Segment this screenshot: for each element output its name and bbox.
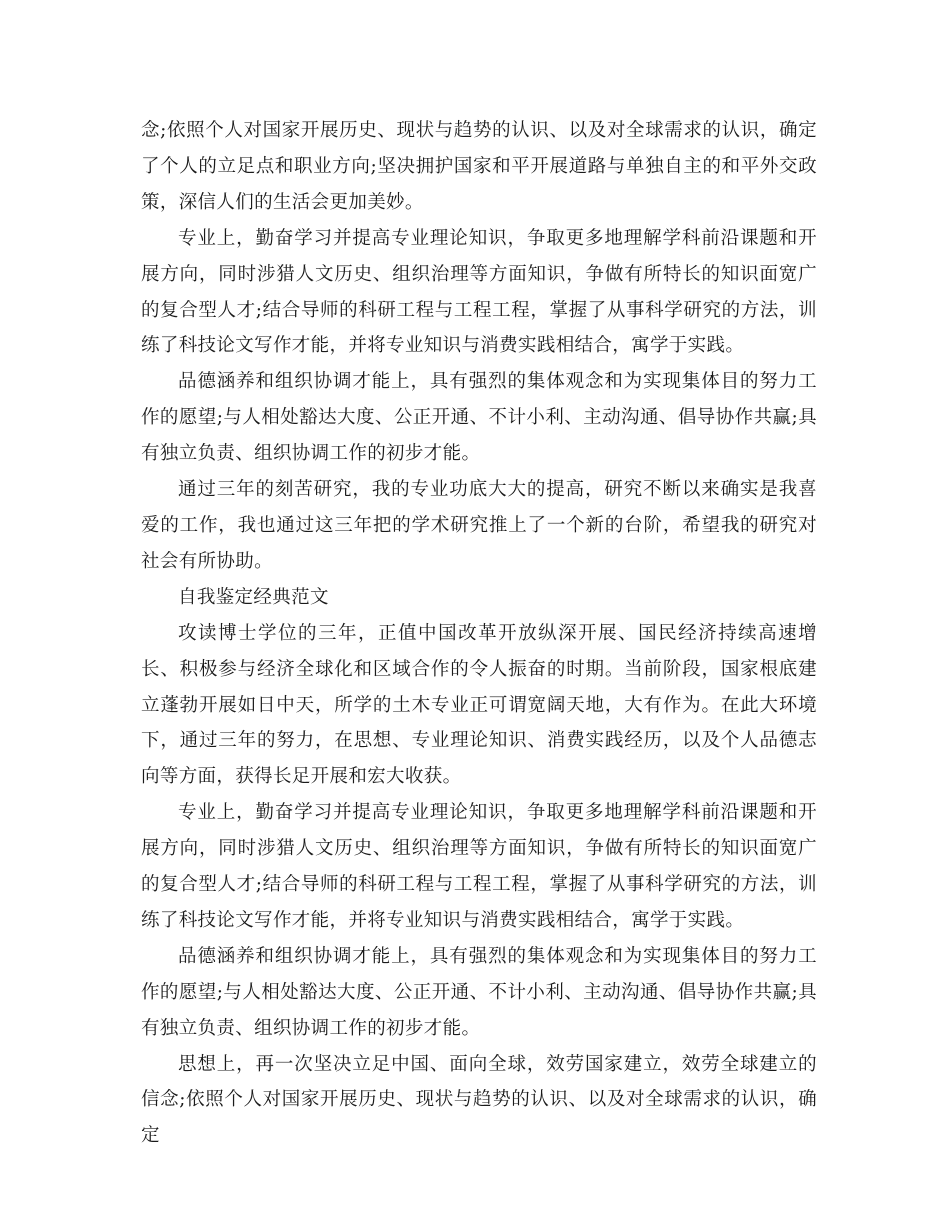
paragraph-continuation: 念;依照个人对国家开展历史、现状与趋势的认识、以及对全球需求的认识，确定了个人的立足点和职业方向;坚决拥护国家和平开展道路与单独自主的和平外交政策，深信人们的生活会更加美妙。 bbox=[141, 120, 817, 213]
paragraph-character-coordination: 品德涵养和组织协调才能上，具有强烈的集体观念和为实现集体目的努力工作的愿望;与人相处豁达大度、公正开通、不计小利、主动沟通、倡导协作共赢;具有独立负责、组织协调工作的初步才能。 bbox=[141, 371, 817, 465]
paragraph-ideology: 思想上，再一次坚决立足中国、面向全球，效劳国家建立，效劳全球建立的信念;依照个人对国家开展历史、现状与趋势的认识、以及对全球需求的认识，确定 bbox=[141, 1053, 817, 1147]
paragraph-professional-study-2: 专业上，勤奋学习并提高专业理论知识，争取更多地理解学科前沿课题和开展方向，同时涉猎人文历史、组织治理等方面知识，争做有所特长的知识面宽广的复合型人才;结合导师的科研工程与工程工程，掌握了从事科学研究的方法，训练了科技论文写作才能，并将专业知识与消费实践相结合，寓学于实践。 bbox=[141, 802, 817, 931]
section-heading: 自我鉴定经典范文 bbox=[178, 586, 329, 608]
paragraph-research-summary: 通过三年的刻苦研究，我的专业功底大大的提高，研究不断以来确实是我喜爱的工作，我也通过这三年把的学术研究推上了一个新的台阶，希望我的研究对社会有所协助。 bbox=[141, 479, 817, 572]
paragraph-professional-study: 专业上，勤奋学习并提高专业理论知识，争取更多地理解学科前沿课题和开展方向，同时涉猎人文历史、组织治理等方面知识，争做有所特长的知识面宽广的复合型人才;结合导师的科研工程与工程工程，掌握了从事科学研究的方法，训练了科技论文写作才能，并将专业知识与消费实践相结合，寓学于实践。 bbox=[141, 227, 817, 357]
document-body bbox=[141, 113, 817, 1154]
paragraph-character-coordination-2: 品德涵养和组织协调才能上，具有强烈的集体观念和为实现集体目的努力工作的愿望;与人相处豁达大度、公正开通、不计小利、主动沟通、倡导协作共赢;具有独立负责、组织协调工作的初步才能。 bbox=[141, 945, 817, 1039]
paragraph-phd-intro: 攻读博士学位的三年，正值中国改革开放纵深开展、国民经济持续高速增长、积极参与经济全球化和区域合作的令人振奋的时期。当前阶段，国家根底建立蓬勃开展如日中天，所学的土木专业正可谓宽阔天地，大有作为。在此大环境下，通过三年的努力，在思想、专业理论知识、消费实践经历，以及个人品德志向等方面，获得长足开展和宏大收获。 bbox=[141, 622, 817, 788]
